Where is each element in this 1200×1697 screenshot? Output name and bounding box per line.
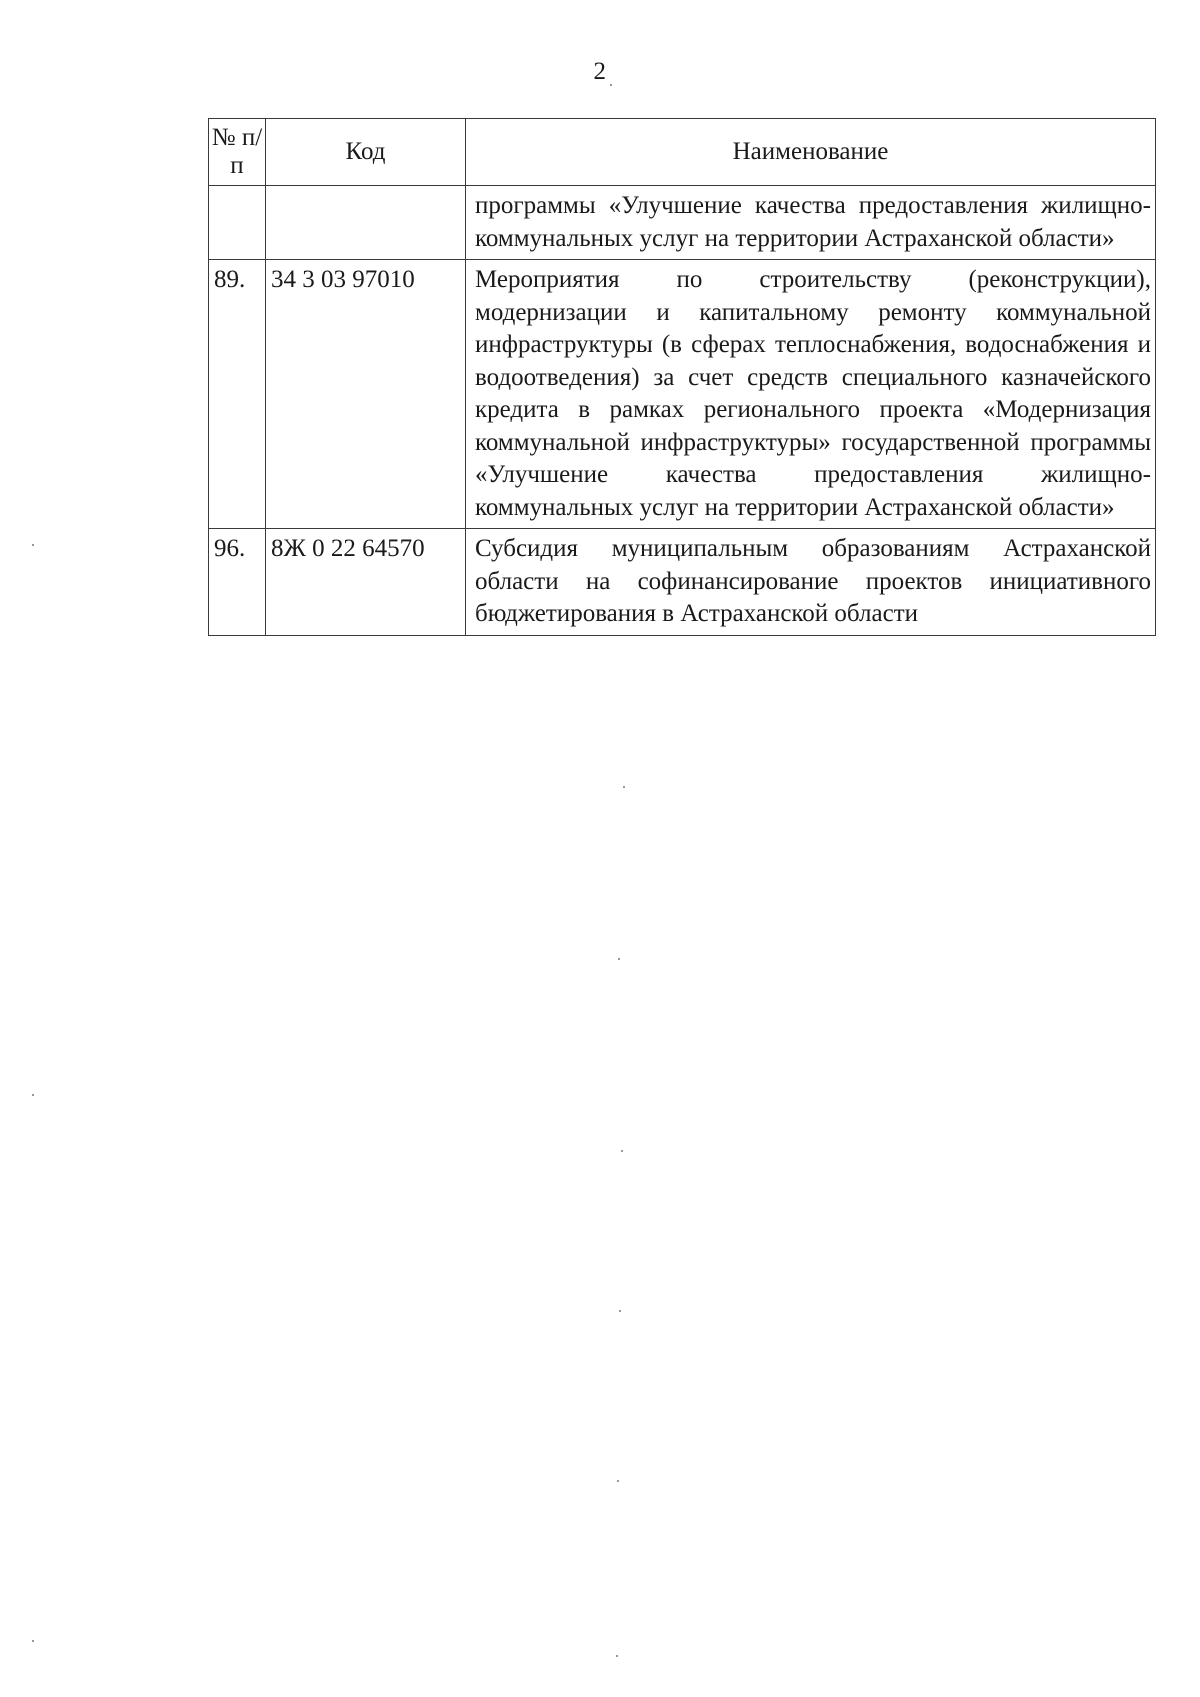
- scan-speck: [616, 1655, 618, 1657]
- scan-speck: [32, 1094, 34, 1096]
- row-name: Мероприятия по строительству (реконструкции), модернизации и капитальному ремонту коммунальной инфраструктуры (в сферах теплоснабжения, водоснабжения и водоотведения) за счет средств специального казначейского кредита в рамках регионального проекта «Модернизация коммунальной инфраструктуры» государственной программы «Улучшение качества предоставления жилищно-коммунальных услуг на территории Астраханской области»: [466, 260, 1156, 529]
- scan-speck: [618, 958, 620, 960]
- scan-speck: [619, 1310, 621, 1312]
- scan-speck: [621, 1150, 623, 1152]
- header-code: Код: [266, 119, 466, 186]
- scan-speck: [32, 544, 34, 546]
- row-num: 96.: [209, 529, 266, 636]
- row-num: 89.: [209, 260, 266, 529]
- scan-speck: [610, 84, 612, 86]
- row-code: 8Ж 0 22 64570: [266, 529, 466, 636]
- table-row: [209, 186, 1156, 260]
- header-name: Наименование: [466, 119, 1156, 186]
- table-row: [209, 529, 1156, 636]
- codes-table: [208, 118, 1156, 636]
- table-row: [209, 260, 1156, 529]
- row-code: 34 3 03 97010: [266, 260, 466, 529]
- row-name: программы «Улучшение качества предоставления жилищно-коммунальных услуг на территории Астраханской области»: [466, 186, 1156, 260]
- scan-speck: [623, 786, 625, 788]
- row-name: Субсидия муниципальным образованиям Астраханской области на софинансирование проектов инициативного бюджетирования в Астраханской области: [466, 529, 1156, 636]
- header-num: № п/п: [209, 119, 266, 186]
- row-num: [209, 186, 266, 260]
- table-header-row: [209, 119, 1156, 186]
- scan-speck: [32, 1640, 34, 1642]
- scan-speck: [617, 1480, 619, 1482]
- row-code: [266, 186, 466, 260]
- page-number: 2: [593, 58, 607, 85]
